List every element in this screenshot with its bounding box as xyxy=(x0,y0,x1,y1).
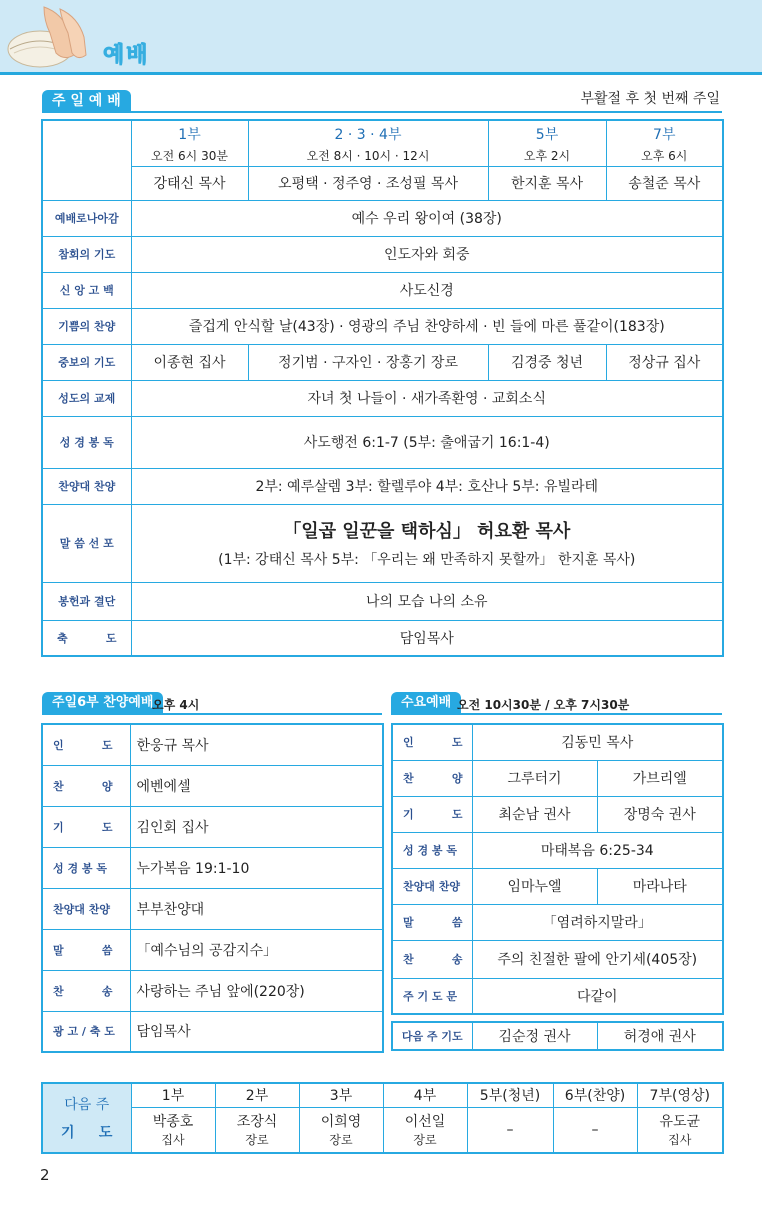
order-label: 성도의 교제 xyxy=(42,380,131,416)
wed-row xyxy=(392,978,723,1014)
next-person-title: 장로 xyxy=(329,1133,353,1148)
order-label: 신 앙 고 백 xyxy=(42,272,131,308)
order-label: 찬양대 찬양 xyxy=(42,468,131,504)
sixth-value: 사랑하는 주님 앞에(220장) xyxy=(130,970,383,1011)
order-row xyxy=(42,200,723,236)
service-time: 오후 6시 xyxy=(606,146,723,166)
next-service-name: 7부(영상) xyxy=(637,1083,723,1107)
wed-row xyxy=(392,760,723,796)
sixth-rule xyxy=(42,713,382,715)
sixth-label: 인 도 xyxy=(42,724,130,765)
wed-row xyxy=(392,724,723,760)
intercessor: 정상규 집사 xyxy=(606,344,723,380)
wed-label: 찬양대 찬양 xyxy=(392,868,472,904)
service-leader: 강태신 목사 xyxy=(131,166,248,200)
next-person: 유도균 xyxy=(659,1114,701,1131)
service-leader: 한지훈 목사 xyxy=(488,166,606,200)
order-label: 예배로나아감 xyxy=(42,200,131,236)
intercessor: 김경중 청년 xyxy=(488,344,606,380)
praying-hands-bible-icon xyxy=(4,3,96,71)
order-value: 사도행전 6:1-7 (5부: 출애굽기 16:1-4) xyxy=(131,416,723,468)
wed-next-person: 허경애 권사 xyxy=(597,1022,723,1050)
next-person-title: 장로 xyxy=(245,1133,269,1148)
sixth-service-time: 오후 4시 xyxy=(152,698,200,712)
sermon-cell xyxy=(131,504,723,582)
next-week-label-cell xyxy=(42,1083,131,1153)
sermon-title: 「일곱 일꾼을 택하심」 허요환 목사 xyxy=(283,521,571,542)
next-names-row xyxy=(42,1083,723,1107)
service-times-row xyxy=(42,146,723,166)
sixth-row xyxy=(42,765,383,806)
service-time: 오전 6시 30분 xyxy=(131,146,248,166)
order-value: 사도신경 xyxy=(131,272,723,308)
wed-value: 장명숙 권사 xyxy=(597,796,723,832)
wed-value: 최순남 권사 xyxy=(472,796,597,832)
section-title: 예배 xyxy=(103,43,150,68)
sixth-label: 찬양대 찬양 xyxy=(42,888,130,929)
next-person: 조장식 xyxy=(236,1114,278,1131)
wed-value: 다같이 xyxy=(472,978,723,1014)
next-service-name: 3부 xyxy=(299,1083,383,1107)
order-row xyxy=(42,416,723,468)
order-label: 기쁨의 찬양 xyxy=(42,308,131,344)
next-service-name: 2부 xyxy=(215,1083,299,1107)
sixth-label: 찬 양 xyxy=(42,765,130,806)
wed-row xyxy=(392,796,723,832)
next-person-title: 집사 xyxy=(668,1133,692,1148)
wednesday-time: 오전 10시30분 / 오후 7시30분 xyxy=(457,698,630,712)
next-prayer-label: 기 도 xyxy=(61,1125,113,1141)
sixth-row xyxy=(42,847,383,888)
order-value: 예수 우리 왕이여 (38장) xyxy=(131,200,723,236)
next-person-title: 장로 xyxy=(413,1133,437,1148)
sixth-label: 찬 송 xyxy=(42,970,130,1011)
intercessor: 이종현 집사 xyxy=(131,344,248,380)
sixth-value: 누가복음 19:1-10 xyxy=(130,847,383,888)
wed-label: 주 기 도 문 xyxy=(392,978,472,1014)
sixth-row xyxy=(42,970,383,1011)
next-person-cell xyxy=(215,1107,299,1153)
sixth-value: 부부찬양대 xyxy=(130,888,383,929)
sixth-value: 한웅규 목사 xyxy=(130,724,383,765)
service-time: 오후 2시 xyxy=(488,146,606,166)
order-row xyxy=(42,582,723,620)
wed-next-label: 다음 주 기도 xyxy=(392,1022,472,1050)
wed-row xyxy=(392,904,723,940)
next-person: 이희영 xyxy=(320,1114,362,1131)
wed-next-row xyxy=(392,1022,723,1050)
wed-label: 찬 송 xyxy=(392,940,472,978)
wed-row xyxy=(392,940,723,978)
order-label: 성 경 봉 독 xyxy=(42,416,131,468)
sermon-row xyxy=(42,504,723,582)
order-label: 중보의 기도 xyxy=(42,344,131,380)
next-person: 이선일 xyxy=(404,1114,446,1131)
sunday-worship-tab: 주 일 예 배 xyxy=(42,90,131,112)
next-person-cell xyxy=(553,1107,637,1153)
order-row xyxy=(42,236,723,272)
order-value: 인도자와 회중 xyxy=(131,236,723,272)
next-service-name: 1부 xyxy=(131,1083,215,1107)
wed-value: 주의 친절한 팔에 안기세(405장) xyxy=(472,940,723,978)
sixth-value: 「예수님의 공감지수」 xyxy=(130,929,383,970)
service-name: 7부 xyxy=(606,120,723,146)
next-person-cell xyxy=(299,1107,383,1153)
wednesday-rule xyxy=(391,713,722,715)
next-person: 박종호 xyxy=(152,1114,194,1131)
order-row xyxy=(42,380,723,416)
corner-cell xyxy=(42,120,131,200)
sunday-order-table xyxy=(41,119,724,657)
page-number: 2 xyxy=(40,1166,50,1184)
wed-value: 마라나타 xyxy=(597,868,723,904)
order-value: 즐겁게 안식할 날(43장) · 영광의 주님 찬양하세 · 빈 들에 마른 풀같이(183장) xyxy=(131,308,723,344)
sunday-rule xyxy=(42,111,722,113)
header-divider xyxy=(0,72,762,75)
sixth-label: 말 씀 xyxy=(42,929,130,970)
wed-next-person: 김순정 권사 xyxy=(472,1022,597,1050)
next-person-cell xyxy=(383,1107,467,1153)
sixth-row xyxy=(42,724,383,765)
wed-row xyxy=(392,868,723,904)
order-label: 말 씀 선 포 xyxy=(42,504,131,582)
sixth-row xyxy=(42,888,383,929)
order-value: 2부: 예루살렘 3부: 할렐루야 4부: 호산나 5부: 유빌라테 xyxy=(131,468,723,504)
service-leader: 오평택 · 정주영 · 조성필 목사 xyxy=(248,166,488,200)
sixth-row xyxy=(42,929,383,970)
sixth-service-tab: 주일6부 찬양예배 xyxy=(42,692,163,714)
service-leader: 송철준 목사 xyxy=(606,166,723,200)
wed-row xyxy=(392,832,723,868)
wed-label: 성 경 봉 독 xyxy=(392,832,472,868)
sixth-value: 에벤에셀 xyxy=(130,765,383,806)
sunday-subtitle: 부활절 후 첫 번째 주일 xyxy=(580,91,720,107)
next-service-name: 6부(찬양) xyxy=(553,1083,637,1107)
wed-label: 말 씀 xyxy=(392,904,472,940)
order-row xyxy=(42,308,723,344)
next-people-row xyxy=(42,1107,723,1153)
next-service-name: 4부 xyxy=(383,1083,467,1107)
wed-label: 찬 양 xyxy=(392,760,472,796)
wed-value: 그루터기 xyxy=(472,760,597,796)
wed-label: 기 도 xyxy=(392,796,472,832)
wed-value: 김동민 목사 xyxy=(472,724,723,760)
order-value: 담임목사 xyxy=(131,620,723,656)
order-value: 나의 모습 나의 소유 xyxy=(131,582,723,620)
sixth-service-table xyxy=(41,723,384,1053)
order-value: 자녀 첫 나들이 · 새가족환영 · 교회소식 xyxy=(131,380,723,416)
service-names-row xyxy=(42,120,723,146)
order-row xyxy=(42,344,723,380)
service-name: 1부 xyxy=(131,120,248,146)
sixth-label: 성 경 봉 독 xyxy=(42,847,130,888)
sixth-label: 기 도 xyxy=(42,806,130,847)
order-row xyxy=(42,620,723,656)
next-week-label: 다음 주 xyxy=(64,1097,110,1113)
sixth-label: 광 고 / 축 도 xyxy=(42,1011,130,1052)
order-row xyxy=(42,468,723,504)
service-name: 2 · 3 · 4부 xyxy=(248,120,488,146)
intercessor: 정기범 · 구자인 · 장홍기 장로 xyxy=(248,344,488,380)
order-label: 축 도 xyxy=(42,620,131,656)
next-person: – xyxy=(506,1121,514,1138)
wednesday-next-prayer-table xyxy=(391,1021,724,1051)
order-label: 참회의 기도 xyxy=(42,236,131,272)
service-leaders-row xyxy=(42,166,723,200)
service-name: 5부 xyxy=(488,120,606,146)
order-label: 봉헌과 결단 xyxy=(42,582,131,620)
sixth-row xyxy=(42,806,383,847)
next-person: – xyxy=(591,1121,599,1138)
wed-value: 가브리엘 xyxy=(597,760,723,796)
next-service-name: 5부(청년) xyxy=(467,1083,553,1107)
order-row xyxy=(42,272,723,308)
wednesday-table xyxy=(391,723,724,1015)
next-person-cell xyxy=(131,1107,215,1153)
wed-value: 마태복음 6:25-34 xyxy=(472,832,723,868)
sixth-value: 김인회 집사 xyxy=(130,806,383,847)
wed-label: 인 도 xyxy=(392,724,472,760)
sermon-note: (1부: 강태신 목사 5부: 「우리는 왜 만족하지 못할까」 한지훈 목사) xyxy=(218,552,636,568)
service-time: 오전 8시 · 10시 · 12시 xyxy=(248,146,488,166)
next-person-cell xyxy=(637,1107,723,1153)
sixth-value: 담임목사 xyxy=(130,1011,383,1052)
wednesday-worship-tab: 수요예배 xyxy=(391,692,461,714)
sixth-row xyxy=(42,1011,383,1052)
wed-value: 「염려하지말라」 xyxy=(472,904,723,940)
wed-value: 임마누엘 xyxy=(472,868,597,904)
next-week-prayer-table xyxy=(41,1082,724,1154)
next-person-title: 집사 xyxy=(161,1133,185,1148)
next-person-cell xyxy=(467,1107,553,1153)
